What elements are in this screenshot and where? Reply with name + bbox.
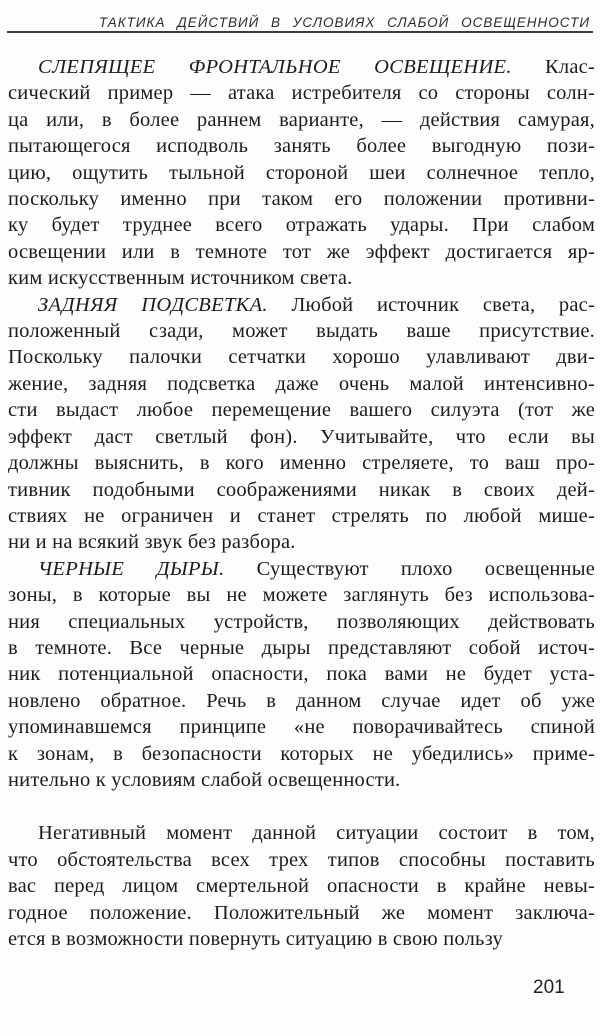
running-header-title: ТАКТИКА ДЕЙСТВИЙ В УСЛОВИЯХ СЛАБОЙ ОСВЕЩЕННОСТИ xyxy=(98,15,590,30)
paragraph xyxy=(8,292,595,556)
text-line: годное положение. Положительный же момент заключа- xyxy=(8,901,595,924)
page-number: 201 xyxy=(533,977,565,998)
text-line: новлено обратное. Речь в данном случае идет об уже xyxy=(8,689,595,712)
text-line xyxy=(8,54,595,80)
text-line: ния специальных устройств, позволяющих действовать xyxy=(8,610,595,633)
text-line: в темноте. Все черные дыры представляют собой источ- xyxy=(8,636,595,659)
text-line: ни и на всякий звук без разбора. xyxy=(8,531,296,554)
text-line: Поскольку палочки сетчатки хорошо улавливают дви- xyxy=(8,346,595,369)
text-line: сти выдаст любое перемещение вашего силуэта (тот же xyxy=(8,399,595,422)
text-line: что обстоятельства всех трех типов способны поставить xyxy=(8,848,595,871)
line-text: Клас- xyxy=(511,56,595,78)
text-line: поскольку именно при таком его положении противни- xyxy=(8,188,595,211)
line-text: Любой источник света, рас- xyxy=(267,293,595,316)
text-line: упоминавшемся принципе «не поворачивайтесь спиной xyxy=(8,716,595,739)
paragraph xyxy=(8,54,595,292)
text-line: вас перед лицом смертельной опасности в крайне невы- xyxy=(8,875,595,898)
text-line: ник потенциальной опасности, пока вами не будет уста- xyxy=(8,663,595,686)
text-line: ца или, в более раннем варианте, — действия самурая, xyxy=(8,108,595,131)
run-in-heading: ЗАДНЯЯ ПОДСВЕТКА. xyxy=(38,293,268,316)
line-text: Существуют плохо освещенные xyxy=(224,557,595,580)
text-line: зоны, в которые вы не можете заглянуть без использова- xyxy=(8,584,595,607)
text-line xyxy=(8,292,595,318)
text-line: ствиях не ограничен и станет стрелять по любой мише- xyxy=(8,504,595,527)
text-line: положенный сзади, может выдать ваше присутствие. xyxy=(8,320,595,343)
text-line: эффект даст светлый фон). Учитывайте, что если вы xyxy=(8,425,595,448)
text-line: должны выяснить, в кого именно стреляете, то ваш про- xyxy=(8,452,595,475)
paragraph xyxy=(8,556,595,794)
text-line: нительно к условиям слабой освещенности. xyxy=(8,768,401,791)
text-line xyxy=(8,556,595,582)
text-line: ется в возможности повернуть ситуацию в свою пользу xyxy=(8,928,503,950)
running-header xyxy=(7,0,593,33)
text-line: тивник подобными соображениями никак в своих дей- xyxy=(8,478,595,501)
run-in-heading: СЛЕПЯЩЕЕ ФРОНТАЛЬНОЕ ОСВЕЩЕНИЕ. xyxy=(38,56,512,78)
text-line: жение, задняя подсветка даже очень малой интенсивно- xyxy=(8,372,595,395)
text-line: ку будет труднее всего отражать удары. При слабом xyxy=(8,214,595,237)
text-line: ким искусственным источником света. xyxy=(8,267,353,290)
text-line: освещении или в темноте тот же эффект достигается яр- xyxy=(8,240,595,263)
text-line: к зонам, в безопасности которых не убедились» приме- xyxy=(8,742,595,765)
paragraph xyxy=(8,820,595,952)
text-line: сический пример — атака истребителя со стороны солн- xyxy=(8,82,595,105)
run-in-heading: ЧЕРНЫЕ ДЫРЫ. xyxy=(38,557,225,580)
page-body xyxy=(8,54,595,952)
text-line: цию, ощутить тыльной стороной шеи солнечное тепло, xyxy=(8,161,595,184)
text-line: пытающегося исподволь занять более выгодную пози- xyxy=(8,135,595,158)
text-line: Негативный момент данной ситуации состоит в том, xyxy=(38,822,595,845)
